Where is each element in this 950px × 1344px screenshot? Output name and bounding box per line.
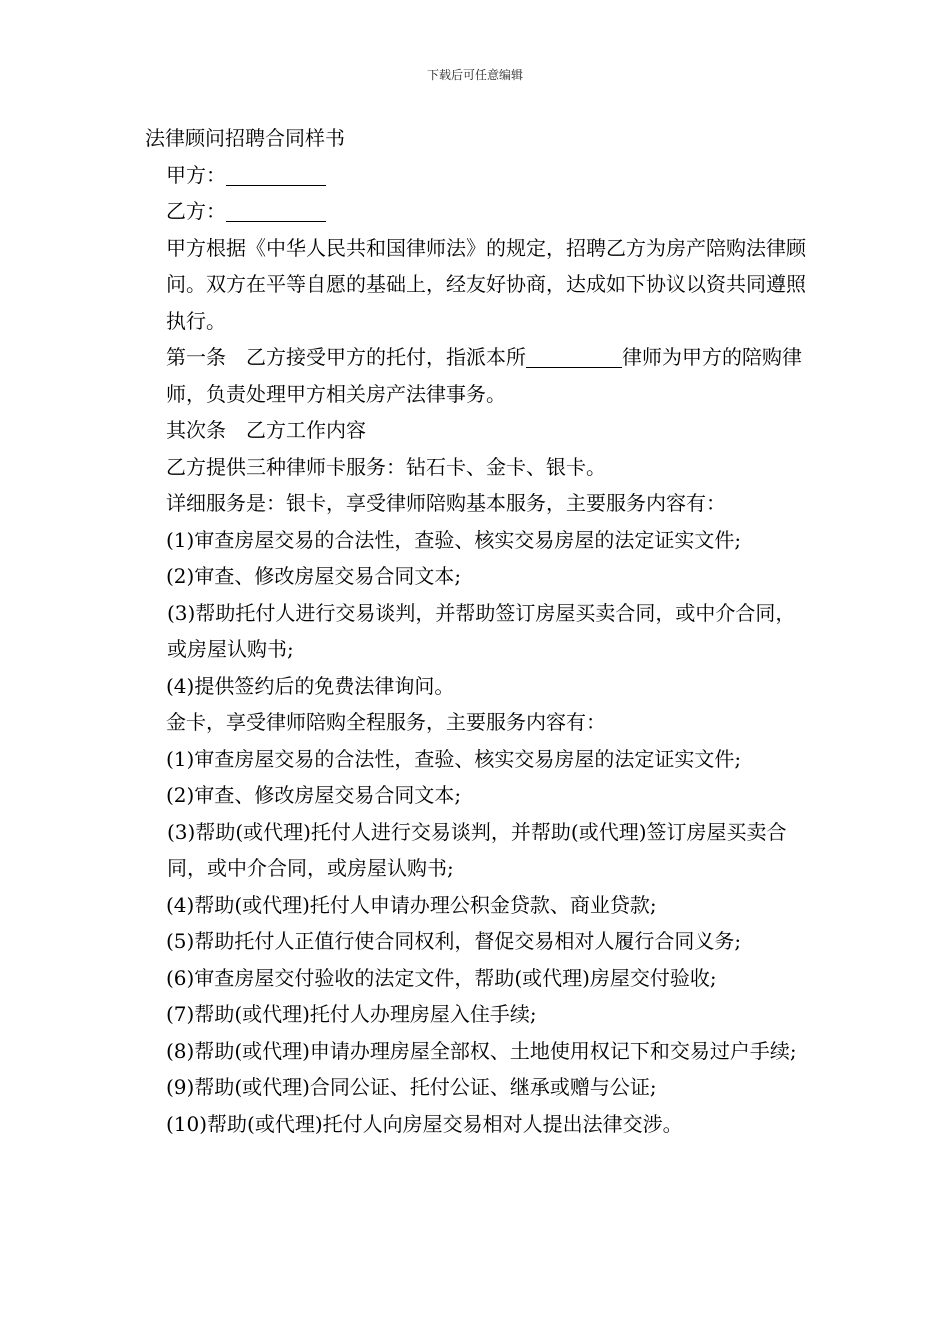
silver-item: (2)审查、修改房屋交易合同文本; <box>166 564 462 588</box>
gold-item: (10)帮助(或代理)托付人向房屋交易相对人提出法律交涉。 <box>166 1111 683 1136</box>
article-1-tail: 律师为甲方的陪购律师，负责处理甲方相关房产法律事务。 <box>166 345 802 406</box>
gold-item: (5)帮助托付人正值行使合同权利，督促交易相对人履行合同义务; <box>166 929 742 953</box>
silver-item: (4)提供签约后的免费法律询问。 <box>166 673 455 698</box>
party-b-blank <box>226 197 326 222</box>
intro-paragraph: 甲方根据《中华人民共和国律师法》的规定，招聘乙方为房产陪购法律顾问。双方在平等自愿的基础上，经友好协商，达成如下协议以资共同遵照执行。 <box>166 235 806 333</box>
article-1 <box>145 339 810 412</box>
article-2: 其次条 乙方工作内容 <box>166 418 366 442</box>
document-body <box>145 120 810 1142</box>
party-a-line <box>145 157 810 194</box>
silver-intro: 详细服务是：银卡，享受律师陪购基本服务，主要服务内容有： <box>166 491 726 515</box>
gold-item: (6)审查房屋交付验收的法定文件，帮助(或代理)房屋交付验收; <box>166 965 717 990</box>
party-b-line <box>145 193 810 230</box>
gold-item: (2)审查、修改房屋交易合同文本; <box>166 783 462 807</box>
party-a-blank <box>226 161 326 186</box>
gold-item: (4)帮助(或代理)托付人申请办理公积金贷款、商业贷款; <box>166 892 657 917</box>
lawyer-name-blank <box>526 343 622 368</box>
cards-intro: 乙方提供三种律师卡服务：钻石卡、金卡、银卡。 <box>166 454 606 479</box>
party-a-label: 甲方： <box>166 162 226 187</box>
gold-item: (7)帮助(或代理)托付人办理房屋入住手续; <box>166 1002 537 1026</box>
gold-item: (8)帮助(或代理)申请办理房屋全部权、土地使用权记下和交易过户手续; <box>166 1038 797 1063</box>
gold-item: (9)帮助(或代理)合同公证、托付公证、继承或赠与公证; <box>166 1075 657 1099</box>
party-b-label: 乙方： <box>166 199 226 223</box>
gold-intro: 金卡，享受律师陪购全程服务，主要服务内容有： <box>166 710 606 734</box>
silver-item: (3)帮助托付人进行交易谈判，并帮助签订房屋买卖合同，或中介合同，或房屋认购书; <box>167 600 796 661</box>
article-1-head: 第一条 乙方接受甲方的托付，指派本所 <box>166 345 526 369</box>
document-title: 法律顾问招聘合同样书 <box>145 126 345 150</box>
silver-item: (1)审查房屋交易的合法性，查验、核实交易房屋的法定证实文件; <box>166 527 742 552</box>
gold-item: (1)审查房屋交易的合法性，查验、核实交易房屋的法定证实文件; <box>166 746 742 771</box>
page-header: 下载后可任意编辑 <box>426 68 523 82</box>
gold-item: (3)帮助(或代理)托付人进行交易谈判，并帮助(或代理)签订房屋买卖合同，或中介合同，或房屋认购书; <box>167 819 787 880</box>
